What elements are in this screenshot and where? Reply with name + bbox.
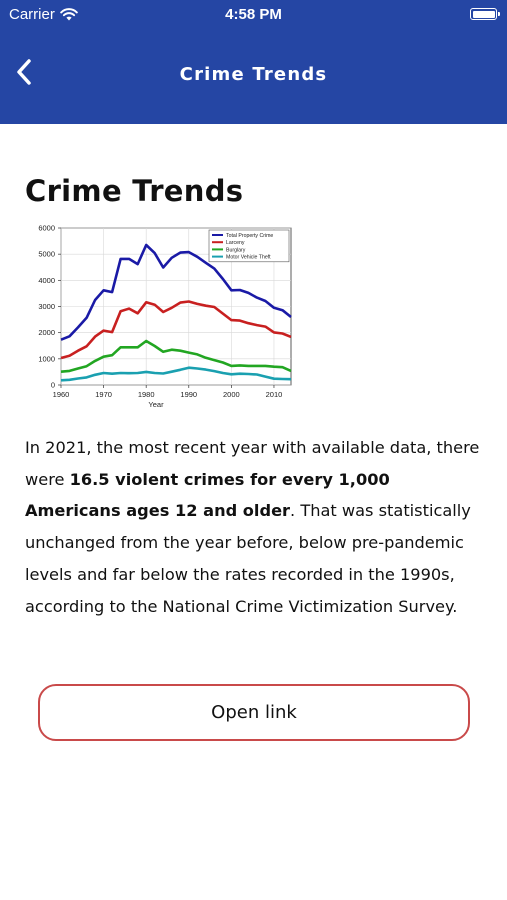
article-text-part2: . That was statistically unchanged from the year before, below pre-pandemic levels and far below the rates recorded in the 1990s, according to the National Crime Victimization Survey. [25,501,471,616]
legend-label: Total Property Crime [226,233,274,239]
legend-label: Motor Vehicle Theft [226,254,271,261]
article-text-highlight: 16.5 violent crimes for every 1,000 Americans ages 12 and older [25,469,390,521]
x-tick-label: 2010 [265,390,283,399]
x-tick-label: 1960 [52,390,70,399]
x-axis-label: Year [148,400,164,409]
battery-level [473,11,495,18]
status-time: 4:58 PM [225,6,282,23]
open-link-button[interactable] [38,684,470,741]
x-tick-label: 1990 [180,390,198,399]
article-text-part1: In 2021, the most recent year with available data, there were [25,438,480,489]
y-tick-label: 6000 [38,223,55,233]
article-text [25,432,485,622]
status-bar [0,0,507,28]
page-title: Crime Trends [25,174,244,208]
x-tick-label: 2000 [223,390,240,399]
navigation-bar [0,44,507,104]
carrier-label: Carrier [9,6,55,23]
y-tick-label: 5000 [38,249,55,259]
x-tick-label: 1980 [137,390,155,399]
y-tick-label: 1000 [38,354,55,364]
app-header [0,0,507,124]
battery-icon [470,8,497,20]
legend-label: Larceny [226,240,245,247]
y-tick-label: 2000 [38,328,55,338]
y-tick-label: 4000 [38,275,55,285]
nav-title: Crime Trends [179,64,328,85]
x-tick-label: 1970 [95,390,112,399]
y-tick-label: 0 [50,380,55,390]
legend-label: Burglary [226,247,246,254]
crime-trends-chart [24,222,296,412]
y-tick-label: 3000 [38,302,55,311]
chart-svg [24,222,296,412]
open-link-label: Open link [211,702,297,723]
